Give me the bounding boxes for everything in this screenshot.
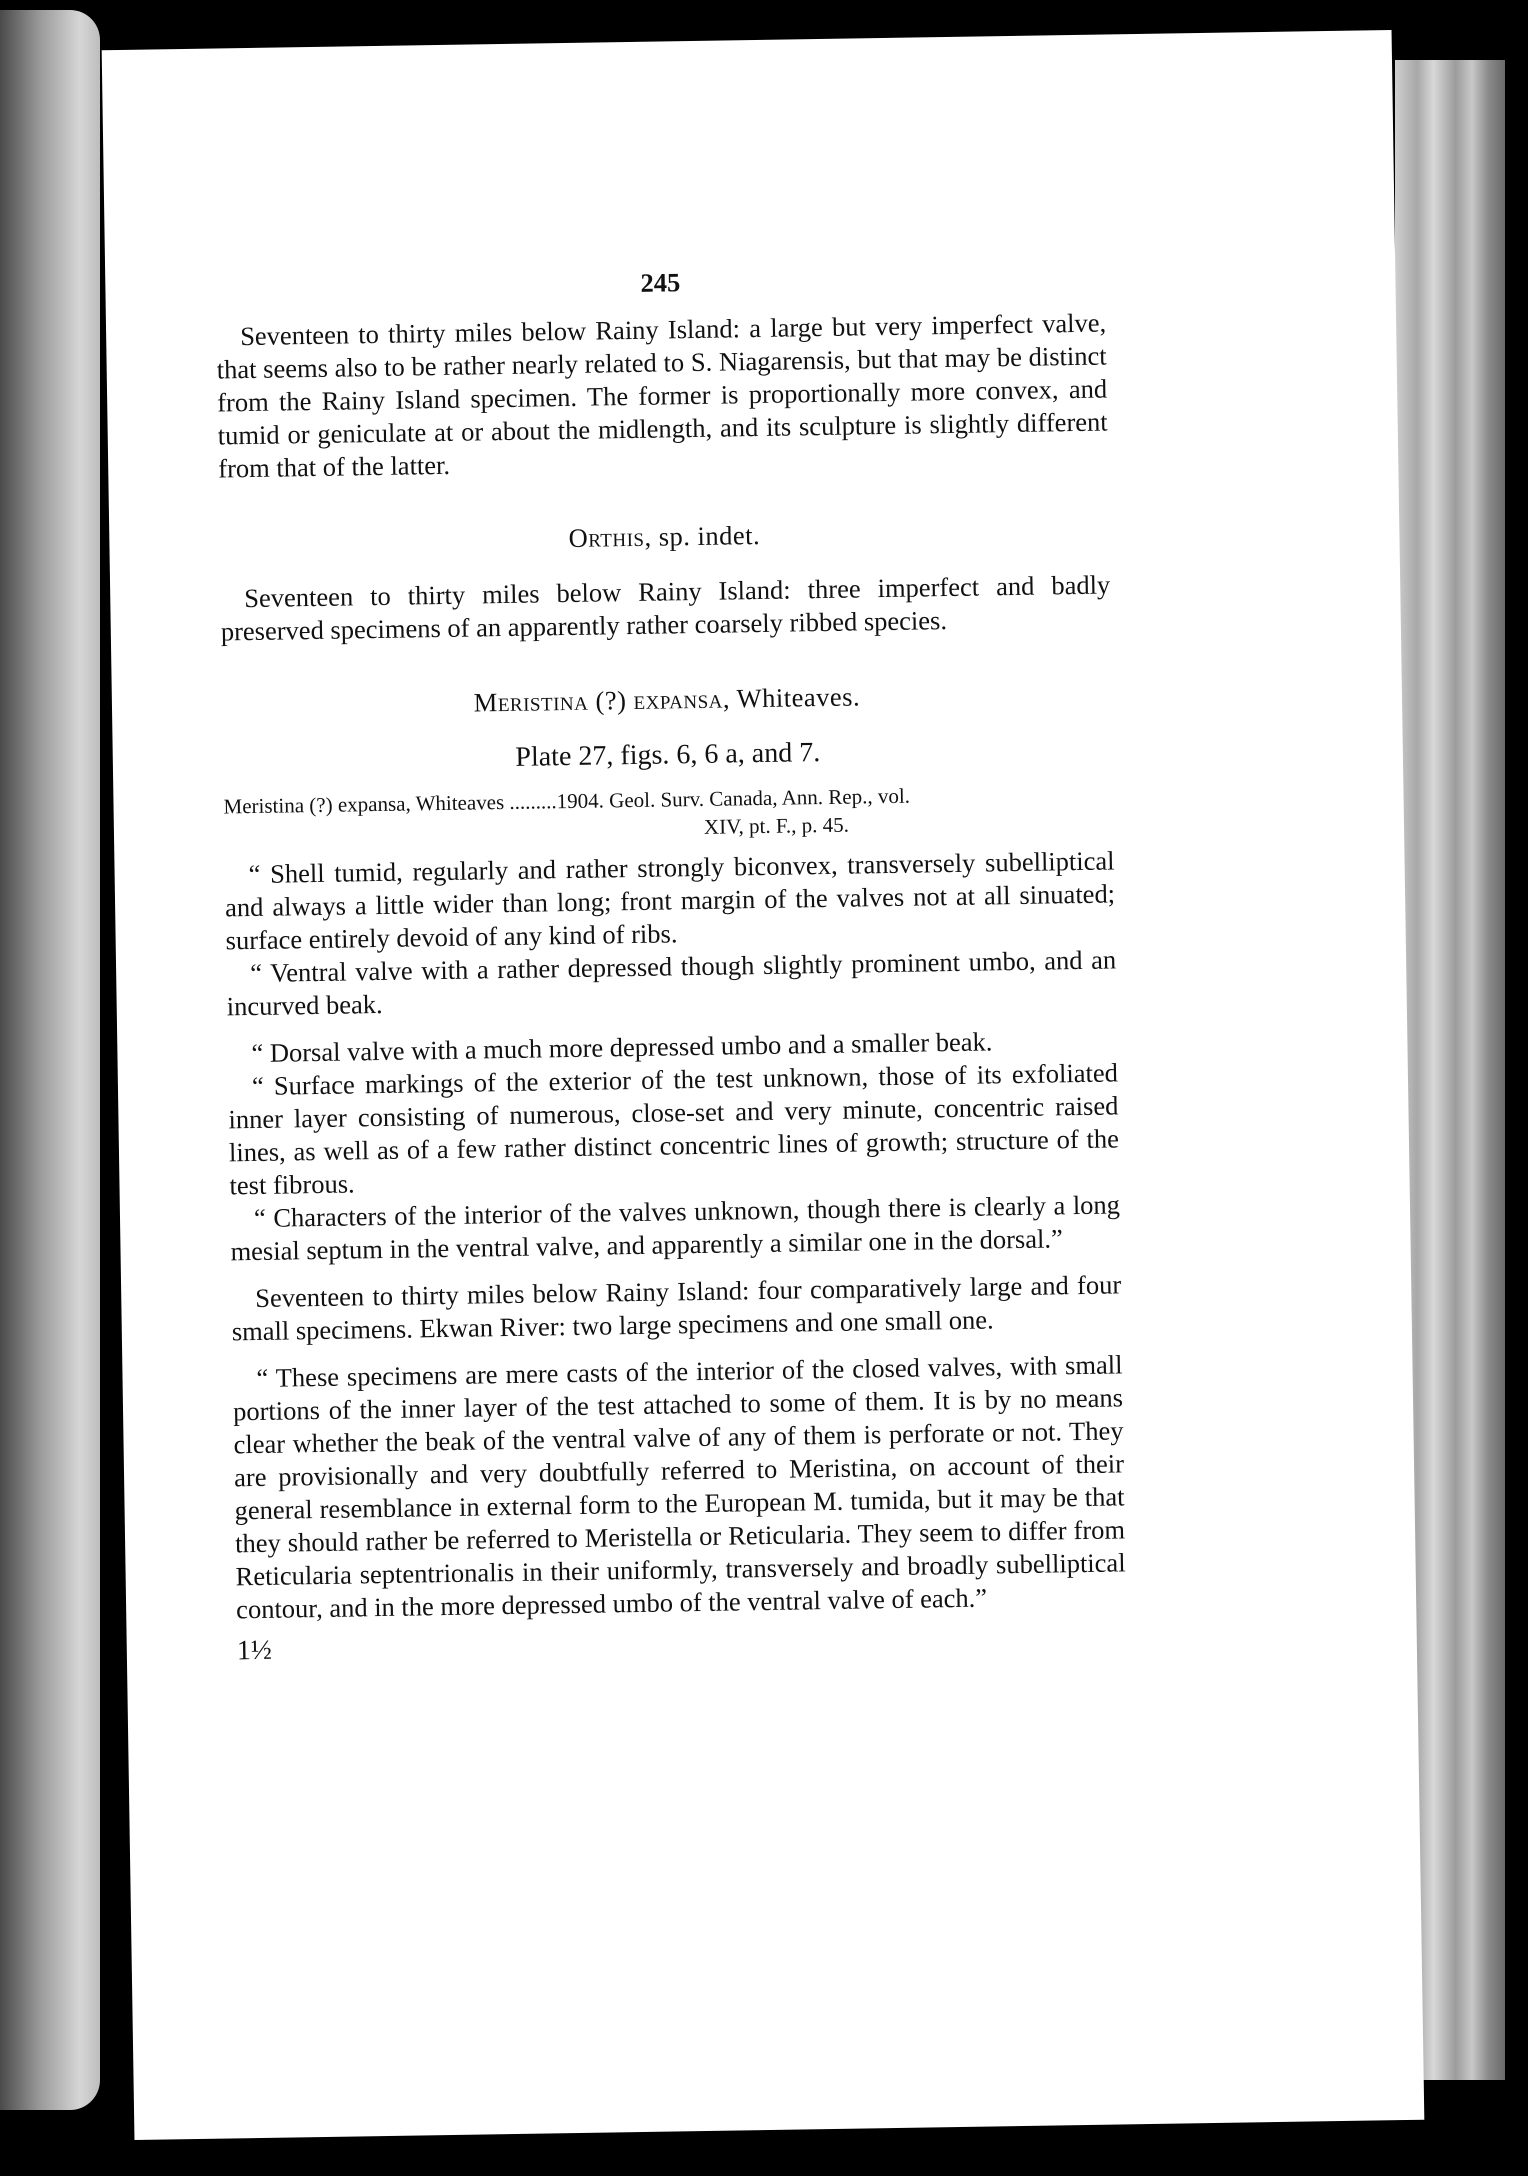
quote-surface-markings: “ Surface markings of the exterior of the test unknown, those of its exfoliated inner layer consisting of numerous, close-set and very minute, concentric raised lines, as well as of a few rather distinct concentric lines of growth; structure of the test fibrous. (228, 1057, 1120, 1201)
reference-line-2: XIV, pt. F., p. 45. (703, 812, 850, 839)
heading-meristina (222, 676, 1112, 723)
heading-orthis-rest: , sp. indet. (644, 519, 761, 552)
page-content (215, 260, 1127, 1668)
left-page-edge (0, 10, 100, 2110)
heading-orthis-genus: Orthis (568, 521, 645, 553)
quote-interior: “ Characters of the interior of the valves unknown, though there is clearly a long mesial septum in the ventral valve, and apparently a similar one in the dorsal.” (230, 1189, 1121, 1267)
page-number: 245 (640, 267, 681, 298)
paragraph-orthis: Seventeen to thirty miles below Rainy Island: three imperfect and badly preserved specimens of an apparently rather coarsely ribbed species. (220, 569, 1111, 647)
heading-orthis (219, 513, 1109, 560)
plate-reference: Plate 27, figs. 6, 6 a, and 7. (515, 737, 821, 773)
bibliographic-reference (223, 778, 1114, 848)
quote-shell-description: “ Shell tumid, regularly and rather strongly biconvex, transversely subelliptical and always a little wider than long; front margin of the valves not at all sinuated; surface entirely devoid of any kind of ribs. (224, 845, 1116, 956)
reference-line-1: Meristina (?) expansa, Whiteaves .........1904. Geol. Surv. Canada, Ann. Rep., vol. (223, 783, 911, 819)
quote-ventral-valve: “ Ventral valve with a rather depressed though slightly prominent umbo, and an incurved beak. (226, 944, 1117, 1022)
paragraph-rainy-island-valve: Seventeen to thirty miles below Rainy Island: a large but very imperfect valve, that seems also to be rather nearly related to S. Niagarensis, but that may be distinct from the Rainy Island specimen. The former is proportionally more convex, and tumid or geniculate at or about the midlength, and its sculpture is slightly different from that of the latter. (216, 307, 1108, 484)
heading-meristina-species: Meristina (?) expansa (473, 683, 724, 718)
quote-dorsal-valve: “ Dorsal valve with a much more depressed umbo and a smaller beak. (251, 1026, 993, 1069)
heading-meristina-rest: , Whiteaves. (722, 681, 861, 714)
book-page (102, 30, 1425, 2140)
paragraph-specimens: Seventeen to thirty miles below Rainy Island: four comparatively large and four small specimens. Ekwan River: two large specimens and one small one. (231, 1269, 1122, 1347)
signature-mark: 1½ (236, 1634, 273, 1667)
quote-casts-discussion: “ These specimens are mere casts of the interior of the closed valves, with small portions of the inner layer of the test attached to some of them. It is by no means clear whether the beak of the ventral valve of any of them is perforate or not. They are provisionally and very doubtfully referred to Meristina, on account of their general resemblance in external form to the European M. tumida, but it may be that they should rather be referred to Meristella or Reticularia. They seem to differ from Reticularia septentrionalis in their uniformly, transversely and broadly subelliptical contour, and in the more depressed umbo of the ventral valve of each.” (232, 1349, 1126, 1625)
